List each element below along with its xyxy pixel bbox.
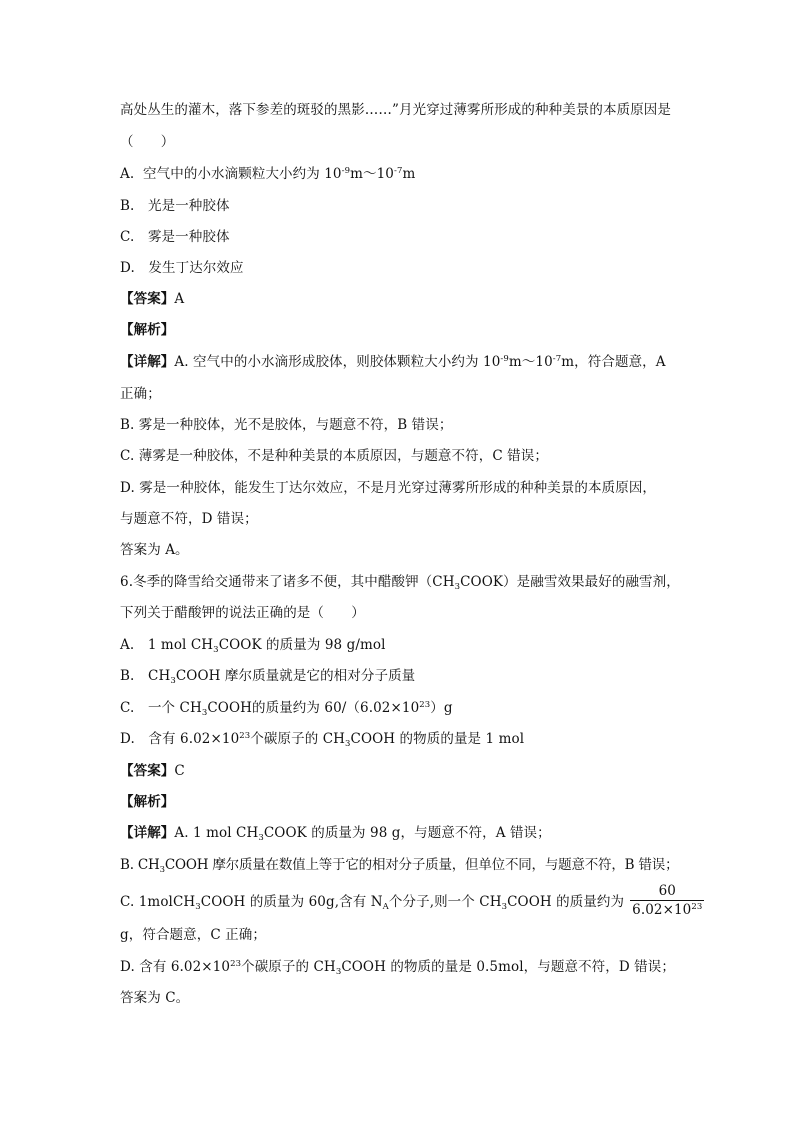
detail-a-text-mid: m～10 [508, 354, 553, 370]
exponent: 23 [419, 700, 431, 710]
detail-b-text-post: COOH 摩尔质量在数值上等于它的相对分子质量，但单位不同，与题意不符，B 错误； [164, 857, 679, 873]
q6-stem-line2: 下列关于醋酸钾的说法正确的是（ ） [120, 605, 365, 621]
q6-option-c [120, 698, 453, 718]
subscript: 3 [335, 967, 342, 977]
subscript: 3 [201, 708, 208, 718]
q6-stem-line1 [120, 572, 680, 592]
q5-detail-d-line2: 与题意不符，D 错误； [120, 511, 258, 527]
detail-a-text-post: m，符合题意，A [561, 354, 666, 370]
q5-detail-d-line1: D. 雾是一种胶体，能发生丁达尔效应，不是月光穿过薄雾所形成的种种美景的本质原因， [120, 480, 657, 496]
detail-c-text-mid: COOH 的质量为 60g,含有 N [200, 894, 383, 910]
subscript: 3 [454, 582, 461, 592]
exponent: 23 [691, 902, 703, 912]
q5-stem-line2: （ ） [120, 134, 175, 150]
q6-detail-c-line1 [120, 884, 704, 921]
answer-value: A [174, 291, 185, 307]
subscript: 3 [501, 902, 508, 912]
q5-detail-c: C. 薄雾是一种胶体，不是种种美景的本质原因，与题意不符，C 错误； [120, 448, 548, 464]
q5-option-d: D. 发生丁达尔效应 [120, 260, 244, 276]
q5-conclusion: 答案为 A。 [120, 542, 189, 558]
detail-c-text-post: COOH 的质量约为 [507, 894, 625, 910]
q6-answer [120, 761, 185, 781]
answer-tag: 【答案】 [120, 763, 175, 779]
option-a-text: A. 1 mol CH [120, 637, 214, 653]
option-c-text: C. 一个 CH [120, 700, 202, 716]
subscript: 3 [159, 865, 165, 875]
fraction [630, 882, 704, 919]
q5-detail-b: B. 雾是一种胶体，光不是胶体，与题意不符，B 错误； [120, 417, 453, 433]
q6-detail-c-line2: g，符合题意，C 正确； [120, 927, 266, 943]
q5-detail-a [120, 352, 666, 372]
exponent: -7 [552, 354, 562, 364]
option-d-text-post: COOH 的物质的量是 1 mol [350, 731, 525, 747]
exponent: -9 [500, 354, 509, 364]
detail-d-text: D. 含有 6.02×10 [120, 959, 231, 975]
option-a-text-post: COOK 的质量为 98 g/mol [218, 637, 386, 653]
q6-detail-a [120, 823, 551, 843]
detail-c-text-mid2: 个分子,则一个 CH [388, 894, 502, 910]
subscript: A [382, 902, 389, 912]
option-b-text-post: COOH 摩尔质量就是它的相对分子质量 [175, 668, 416, 684]
denominator-text: 6.02×10 [632, 902, 692, 918]
option-d-text-mid: 个碳原子的 CH [250, 731, 346, 747]
option-a-text-post: m [402, 166, 416, 182]
q5-option-a [120, 164, 415, 184]
q5-analysis-tag: 【解析】 [120, 322, 175, 338]
detail-a-text: A. 1 mol CH [174, 825, 259, 841]
q6-detail-d [120, 957, 675, 977]
q6-stem-text: 6.冬季的降雪给交通带来了诸多不便，其中醋酸钾（CH [120, 574, 455, 590]
option-a-text-mid: m～10 [350, 166, 394, 182]
option-d-text: D. 含有 6.02×10 [120, 731, 240, 747]
answer-tag: 【答案】 [120, 291, 175, 307]
subscript: 3 [170, 676, 176, 686]
q6-option-d [120, 729, 524, 749]
option-a-label: A. [120, 166, 135, 182]
detail-tag: 【详解】 [120, 825, 175, 841]
option-b-text: B. CH [120, 668, 171, 684]
exponent: 23 [239, 731, 251, 741]
subscript: 3 [195, 902, 201, 912]
subscript: 3 [345, 739, 351, 749]
q6-analysis-tag: 【解析】 [120, 794, 175, 810]
fraction-denominator [630, 900, 704, 919]
detail-a-text: A. 空气中的小水滴形成胶体，则胶体颗粒大小约为 10 [174, 354, 501, 370]
detail-a-text-post: COOK 的质量为 98 g，与题意不符，A 错误； [263, 825, 551, 841]
answer-value: C [174, 763, 185, 779]
detail-d-text-post: COOH 的物质的量是 0.5mol，与题意不符，D 错误； [341, 959, 675, 975]
detail-c-text: C. 1molCH [120, 894, 196, 910]
option-a-text: 空气中的小水滴颗粒大小约为 10 [143, 166, 342, 182]
fraction-numerator: 60 [658, 883, 676, 899]
q6-option-b [120, 666, 415, 686]
q6-stem-text-post: COOK）是融雪效果最好的融雪剂， [460, 574, 680, 590]
exponent: -7 [394, 166, 403, 176]
q6-option-a [120, 635, 386, 655]
q5-stem-line1: 高处丛生的灌木，落下参差的斑驳的黑影……”月光穿过薄雾所形成的种种美景的本质原因是 [120, 102, 672, 118]
q5-detail-a-line2: 正确； [120, 386, 161, 402]
exponent: -9 [341, 166, 351, 176]
q6-detail-b [120, 855, 678, 875]
detail-tag: 【详解】 [120, 354, 175, 370]
option-c-text-mid: COOH的质量约为 60/（6.02×10 [207, 700, 420, 716]
q6-conclusion: 答案为 C。 [120, 990, 190, 1006]
detail-d-text-mid: 个碳原子的 CH [241, 959, 336, 975]
exponent: 23 [230, 959, 242, 969]
option-c-text-post: ）g [430, 700, 453, 716]
subscript: 3 [213, 645, 219, 655]
q5-answer [120, 289, 184, 309]
q5-option-c: C. 雾是一种胶体 [120, 229, 230, 245]
q5-option-b: B. 光是一种胶体 [120, 198, 230, 214]
subscript: 3 [258, 833, 264, 843]
detail-b-text: B. CH [120, 857, 160, 873]
